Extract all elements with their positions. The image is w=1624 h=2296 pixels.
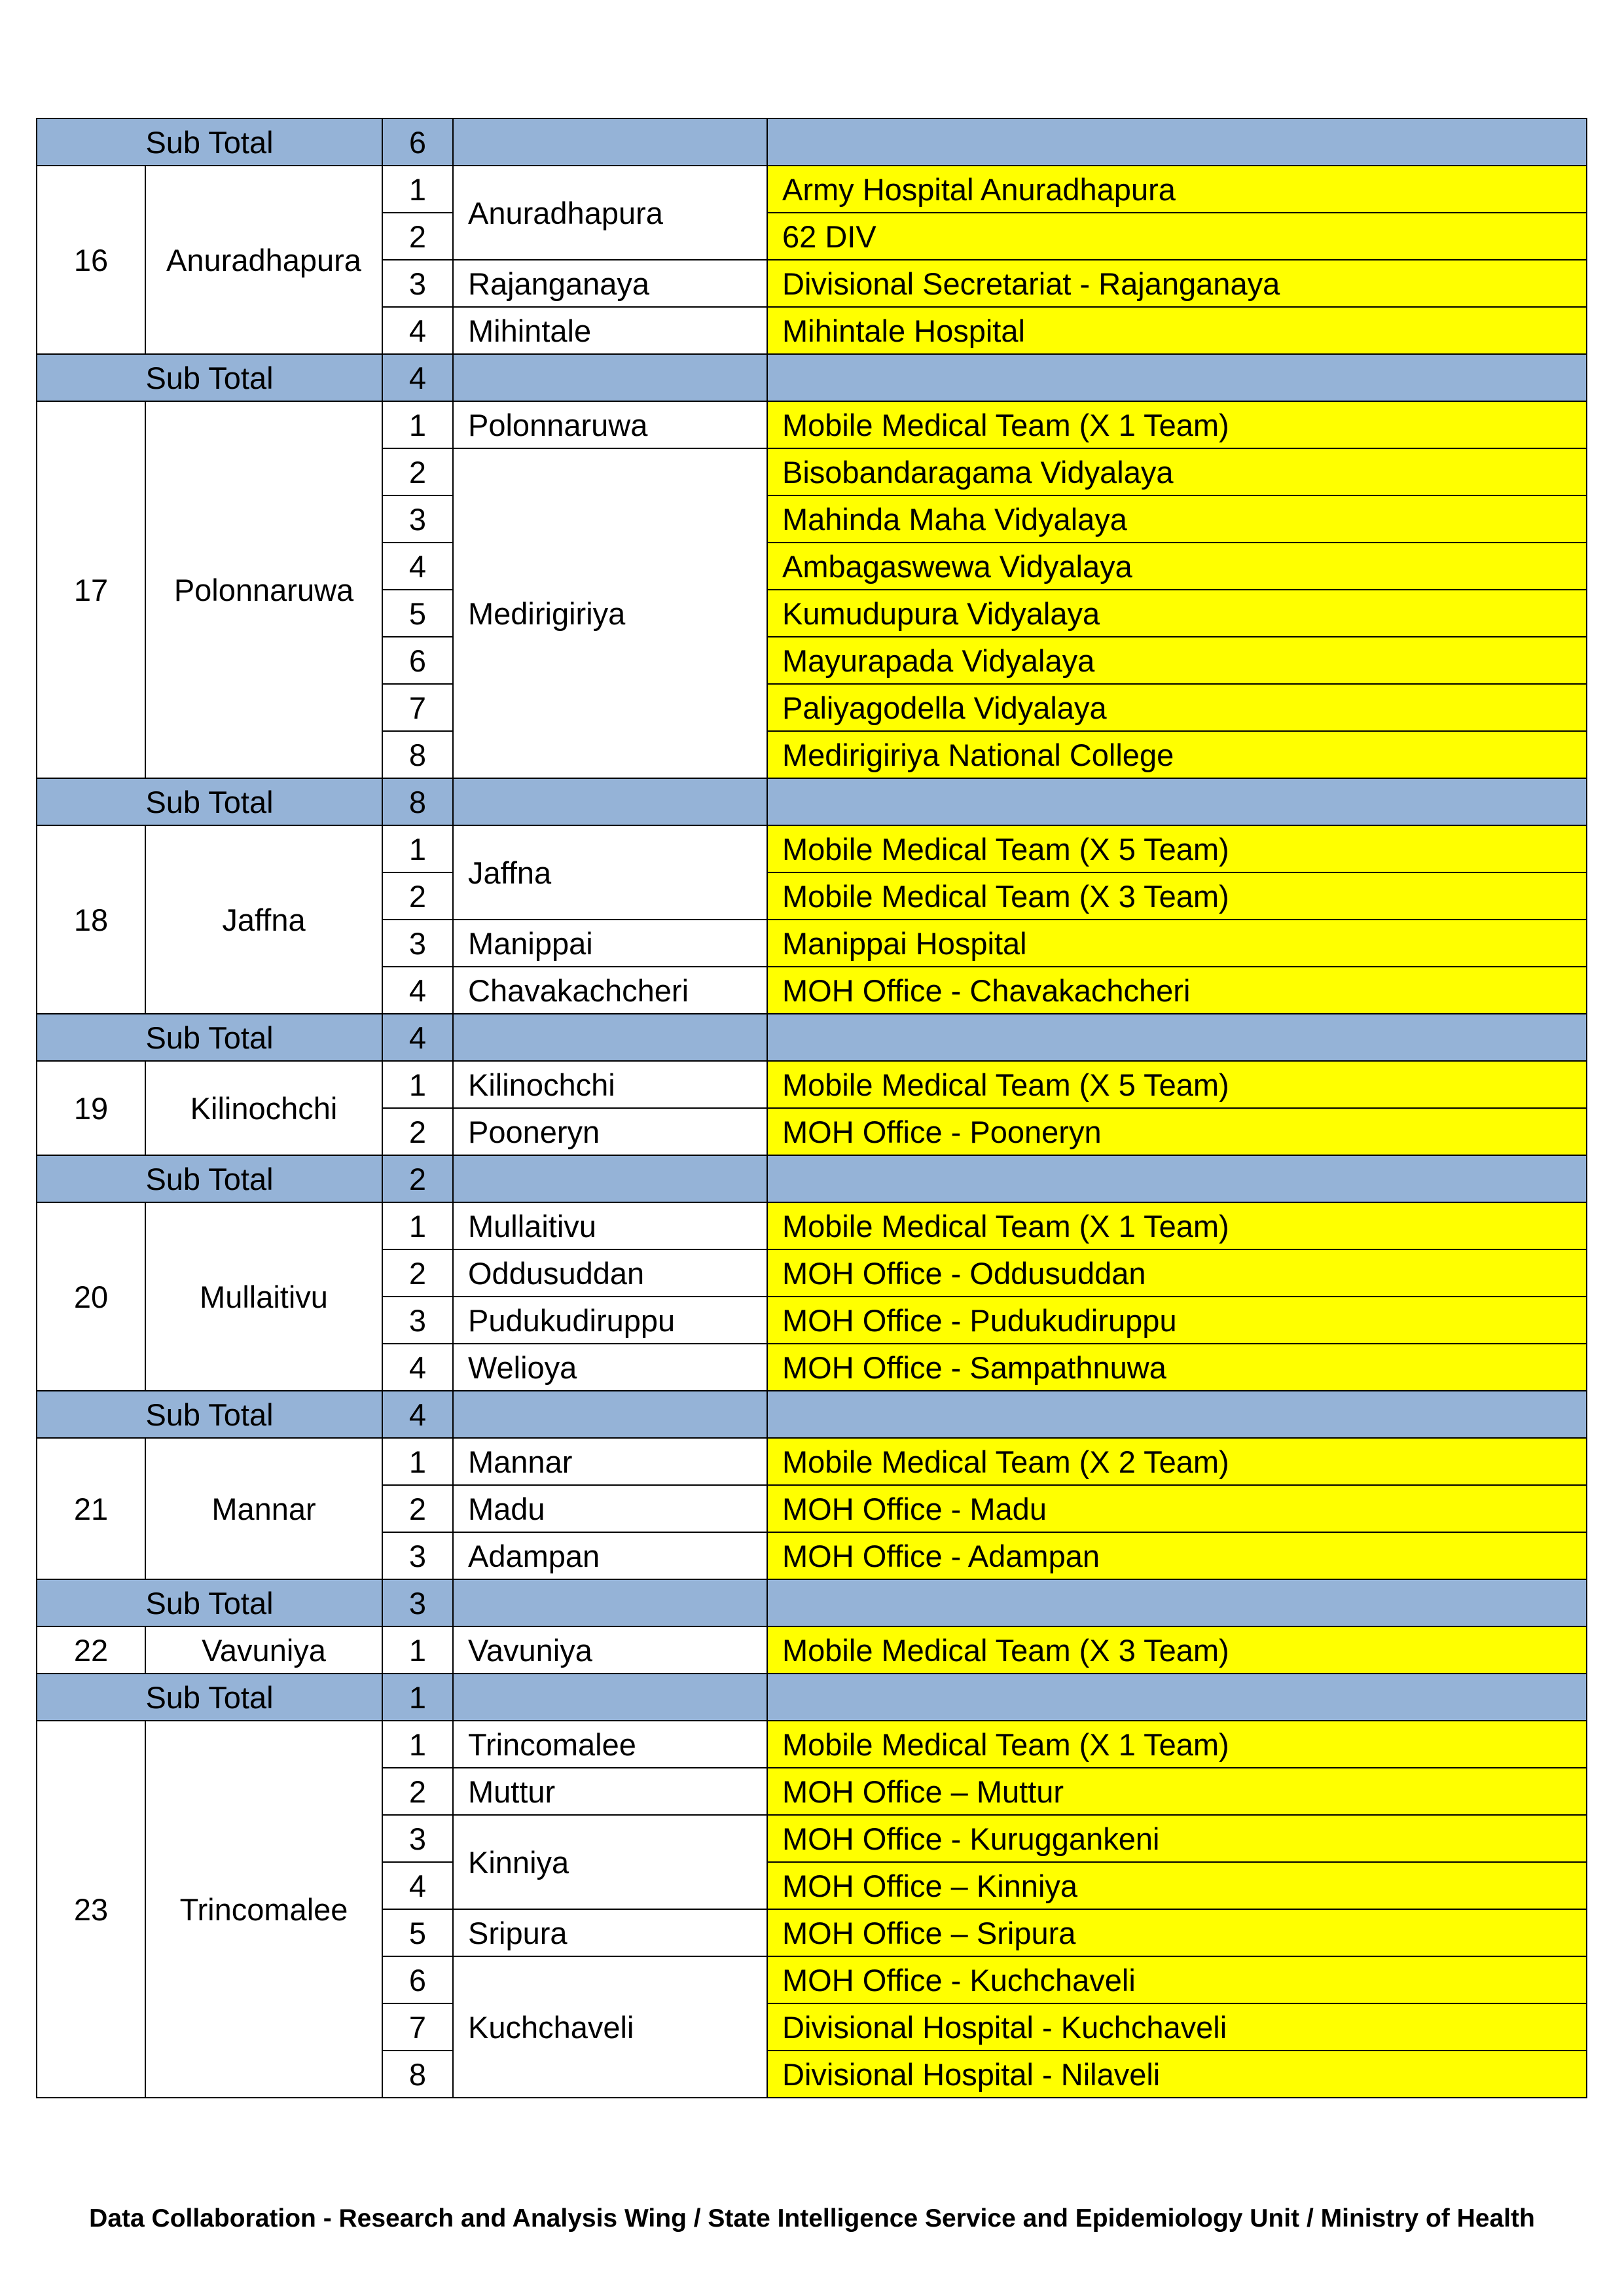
row-index: 1 xyxy=(382,1626,453,1674)
location-cell: MOH Office – Muttur xyxy=(767,1768,1587,1815)
location-cell: Mobile Medical Team (X 1 Team) xyxy=(767,1202,1587,1249)
row-index: 1 xyxy=(382,1061,453,1108)
moh-area: Chavakachcheri xyxy=(453,967,767,1014)
moh-area: Mullaitivu xyxy=(453,1202,767,1249)
location-cell: Mahinda Maha Vidyalaya xyxy=(767,495,1587,543)
location-cell: MOH Office - Pooneryn xyxy=(767,1108,1587,1155)
subtotal-label: Sub Total xyxy=(37,118,382,166)
subtotal-row xyxy=(37,1155,1587,1202)
district-name: Kilinochchi xyxy=(145,1061,382,1155)
location-cell: Bisobandaragama Vidyalaya xyxy=(767,448,1587,495)
subtotal-empty-cell xyxy=(767,1155,1587,1202)
row-index: 7 xyxy=(382,684,453,731)
location-cell: Divisional Hospital - Nilaveli xyxy=(767,2051,1587,2098)
location-cell: MOH Office - Oddusuddan xyxy=(767,1249,1587,1297)
location-cell: Mobile Medical Team (X 2 Team) xyxy=(767,1438,1587,1485)
subtotal-empty-cell xyxy=(767,1391,1587,1438)
district-name: Anuradhapura xyxy=(145,166,382,354)
location-cell: Paliyagodella Vidyalaya xyxy=(767,684,1587,731)
location-cell: Army Hospital Anuradhapura xyxy=(767,166,1587,213)
facility-table-body xyxy=(37,118,1587,2098)
moh-area: Mihintale xyxy=(453,307,767,354)
location-cell: 62 DIV xyxy=(767,213,1587,260)
moh-area: Pooneryn xyxy=(453,1108,767,1155)
location-cell: MOH Office – Sripura xyxy=(767,1909,1587,1956)
row-index: 1 xyxy=(382,825,453,872)
location-cell: MOH Office - Kuruggankeni xyxy=(767,1815,1587,1862)
moh-area: Kilinochchi xyxy=(453,1061,767,1108)
subtotal-empty-cell xyxy=(767,118,1587,166)
subtotal-empty-cell xyxy=(453,1674,767,1721)
moh-area: Manippai xyxy=(453,920,767,967)
moh-area: Welioya xyxy=(453,1344,767,1391)
location-cell: Divisional Secretariat - Rajanganaya xyxy=(767,260,1587,307)
row-index: 2 xyxy=(382,1768,453,1815)
location-cell: Medirigiriya National College xyxy=(767,731,1587,778)
moh-area: Adampan xyxy=(453,1532,767,1579)
location-cell: MOH Office – Kinniya xyxy=(767,1862,1587,1909)
location-cell: MOH Office - Sampathnuwa xyxy=(767,1344,1587,1391)
location-cell: Divisional Hospital - Kuchchaveli xyxy=(767,2003,1587,2051)
table-row xyxy=(37,1061,1587,1108)
subtotal-label: Sub Total xyxy=(37,1391,382,1438)
row-index: 3 xyxy=(382,920,453,967)
location-cell: MOH Office - Kuchchaveli xyxy=(767,1956,1587,2003)
row-index: 4 xyxy=(382,307,453,354)
moh-area: Mannar xyxy=(453,1438,767,1485)
subtotal-empty-cell xyxy=(453,118,767,166)
row-index: 5 xyxy=(382,590,453,637)
row-index: 2 xyxy=(382,1108,453,1155)
row-index: 4 xyxy=(382,967,453,1014)
moh-area: Pudukudiruppu xyxy=(453,1297,767,1344)
district-number: 19 xyxy=(37,1061,145,1155)
table-row xyxy=(37,1626,1587,1674)
district-number: 16 xyxy=(37,166,145,354)
location-cell: Mobile Medical Team (X 5 Team) xyxy=(767,1061,1587,1108)
table-row xyxy=(37,825,1587,872)
moh-area: Madu xyxy=(453,1485,767,1532)
moh-area: Anuradhapura xyxy=(453,166,767,260)
subtotal-row xyxy=(37,778,1587,825)
subtotal-empty-cell xyxy=(453,778,767,825)
location-cell: Kumudupura Vidyalaya xyxy=(767,590,1587,637)
moh-area: Jaffna xyxy=(453,825,767,920)
location-cell: Mobile Medical Team (X 5 Team) xyxy=(767,825,1587,872)
row-index: 7 xyxy=(382,2003,453,2051)
moh-area: Muttur xyxy=(453,1768,767,1815)
location-cell: Mayurapada Vidyalaya xyxy=(767,637,1587,684)
subtotal-count: 1 xyxy=(382,1674,453,1721)
subtotal-row xyxy=(37,1674,1587,1721)
moh-area: Kinniya xyxy=(453,1815,767,1909)
moh-area: Trincomalee xyxy=(453,1721,767,1768)
page-footer: Data Collaboration - Research and Analysis Wing / State Intelligence Service and Epidemiology Unit / Ministry of Health xyxy=(89,2204,1535,2233)
row-index: 3 xyxy=(382,495,453,543)
row-index: 3 xyxy=(382,260,453,307)
subtotal-empty-cell xyxy=(453,1014,767,1061)
subtotal-row xyxy=(37,118,1587,166)
district-number: 23 xyxy=(37,1721,145,2098)
subtotal-label: Sub Total xyxy=(37,354,382,401)
subtotal-empty-cell xyxy=(453,1579,767,1626)
row-index: 3 xyxy=(382,1297,453,1344)
location-cell: Mobile Medical Team (X 3 Team) xyxy=(767,872,1587,920)
district-number: 21 xyxy=(37,1438,145,1579)
subtotal-label: Sub Total xyxy=(37,1674,382,1721)
subtotal-label: Sub Total xyxy=(37,1155,382,1202)
row-index: 2 xyxy=(382,872,453,920)
district-number: 20 xyxy=(37,1202,145,1391)
row-index: 6 xyxy=(382,637,453,684)
subtotal-count: 3 xyxy=(382,1579,453,1626)
subtotal-empty-cell xyxy=(453,1391,767,1438)
row-index: 2 xyxy=(382,1485,453,1532)
table-row xyxy=(37,1721,1587,1768)
subtotal-row xyxy=(37,354,1587,401)
moh-area: Polonnaruwa xyxy=(453,401,767,448)
subtotal-count: 4 xyxy=(382,1014,453,1061)
subtotal-empty-cell xyxy=(767,1674,1587,1721)
location-cell: Mobile Medical Team (X 1 Team) xyxy=(767,1721,1587,1768)
row-index: 3 xyxy=(382,1532,453,1579)
location-cell: Mobile Medical Team (X 1 Team) xyxy=(767,401,1587,448)
subtotal-row xyxy=(37,1579,1587,1626)
district-number: 18 xyxy=(37,825,145,1014)
location-cell: Ambagaswewa Vidyalaya xyxy=(767,543,1587,590)
row-index: 8 xyxy=(382,2051,453,2098)
row-index: 1 xyxy=(382,401,453,448)
moh-area: Vavuniya xyxy=(453,1626,767,1674)
district-name: Mullaitivu xyxy=(145,1202,382,1391)
district-name: Jaffna xyxy=(145,825,382,1014)
row-index: 4 xyxy=(382,1862,453,1909)
location-cell: Manippai Hospital xyxy=(767,920,1587,967)
district-name: Vavuniya xyxy=(145,1626,382,1674)
row-index: 4 xyxy=(382,1344,453,1391)
subtotal-label: Sub Total xyxy=(37,1579,382,1626)
facility-table xyxy=(36,118,1587,2098)
subtotal-count: 2 xyxy=(382,1155,453,1202)
table-row xyxy=(37,1202,1587,1249)
district-number: 17 xyxy=(37,401,145,778)
location-cell: Mihintale Hospital xyxy=(767,307,1587,354)
district-number: 22 xyxy=(37,1626,145,1674)
subtotal-row xyxy=(37,1391,1587,1438)
subtotal-label: Sub Total xyxy=(37,1014,382,1061)
row-index: 5 xyxy=(382,1909,453,1956)
subtotal-count: 4 xyxy=(382,354,453,401)
location-cell: MOH Office - Adampan xyxy=(767,1532,1587,1579)
location-cell: MOH Office - Chavakachcheri xyxy=(767,967,1587,1014)
row-index: 4 xyxy=(382,543,453,590)
subtotal-empty-cell xyxy=(767,1579,1587,1626)
subtotal-empty-cell xyxy=(767,354,1587,401)
row-index: 2 xyxy=(382,1249,453,1297)
subtotal-empty-cell xyxy=(767,778,1587,825)
moh-area: Sripura xyxy=(453,1909,767,1956)
location-cell: MOH Office - Madu xyxy=(767,1485,1587,1532)
subtotal-empty-cell xyxy=(453,354,767,401)
moh-area: Oddusuddan xyxy=(453,1249,767,1297)
row-index: 1 xyxy=(382,1202,453,1249)
table-row xyxy=(37,401,1587,448)
row-index: 1 xyxy=(382,166,453,213)
subtotal-count: 4 xyxy=(382,1391,453,1438)
row-index: 1 xyxy=(382,1721,453,1768)
moh-area: Kuchchaveli xyxy=(453,1956,767,2098)
district-name: Trincomalee xyxy=(145,1721,382,2098)
moh-area: Rajanganaya xyxy=(453,260,767,307)
location-cell: Mobile Medical Team (X 3 Team) xyxy=(767,1626,1587,1674)
district-name: Polonnaruwa xyxy=(145,401,382,778)
row-index: 6 xyxy=(382,1956,453,2003)
subtotal-empty-cell xyxy=(453,1155,767,1202)
table-row xyxy=(37,166,1587,213)
location-cell: MOH Office - Pudukudiruppu xyxy=(767,1297,1587,1344)
subtotal-count: 6 xyxy=(382,118,453,166)
subtotal-empty-cell xyxy=(767,1014,1587,1061)
row-index: 2 xyxy=(382,448,453,495)
row-index: 3 xyxy=(382,1815,453,1862)
subtotal-label: Sub Total xyxy=(37,778,382,825)
subtotal-row xyxy=(37,1014,1587,1061)
subtotal-count: 8 xyxy=(382,778,453,825)
row-index: 8 xyxy=(382,731,453,778)
district-name: Mannar xyxy=(145,1438,382,1579)
moh-area: Medirigiriya xyxy=(453,448,767,778)
table-row xyxy=(37,1438,1587,1485)
row-index: 1 xyxy=(382,1438,453,1485)
row-index: 2 xyxy=(382,213,453,260)
